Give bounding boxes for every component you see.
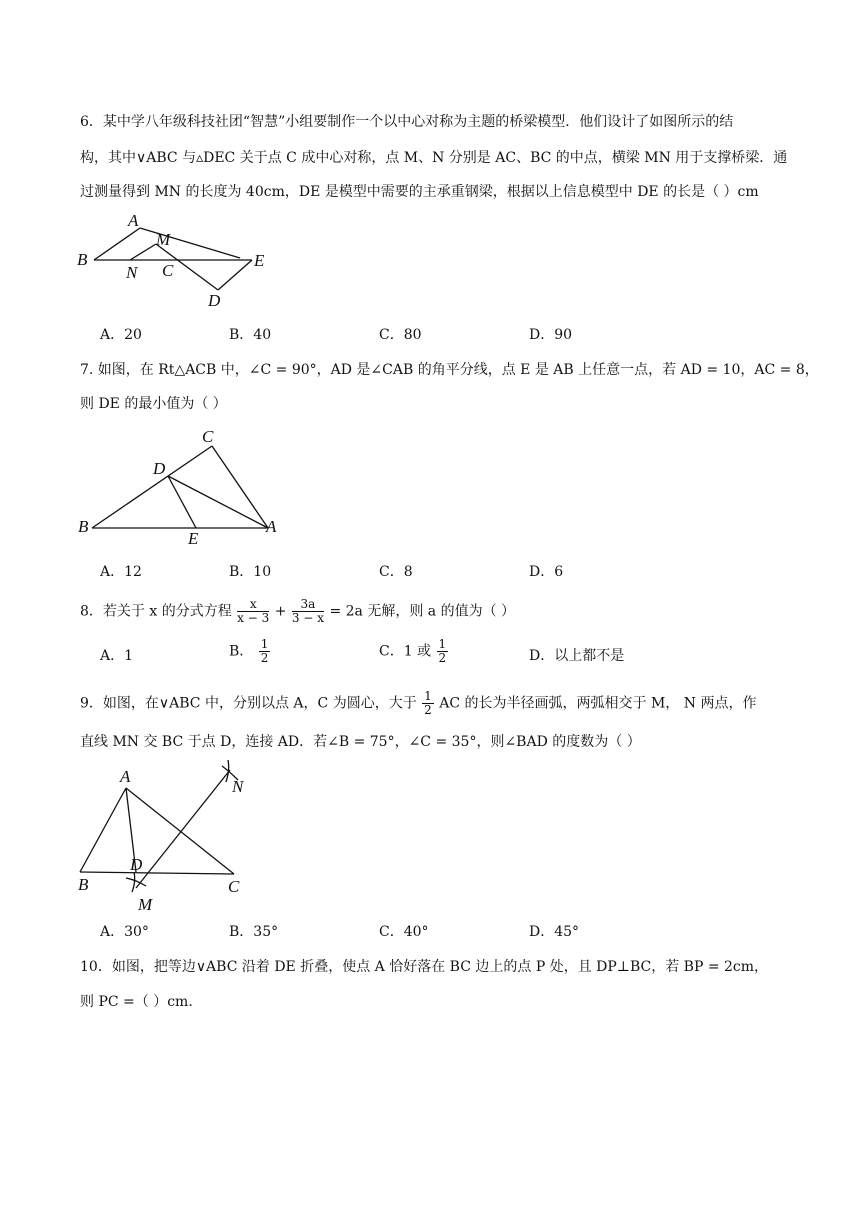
q8-option-b-fraction: [259, 638, 271, 665]
q6-segment-BA: [94, 228, 140, 260]
q8-option-c-numerator: 1: [438, 637, 447, 651]
q7-text-line1: 7. 如图，在 Rt△ACB 中，∠C = 90°，AD 是∠CAB 的角平分线，点 E 是 AB 上任意一点，若 AD = 10，AC = 8，: [80, 362, 819, 378]
q9-line1-part2: AC 的长为半径画弧，两弧相交于 M， N 两点，作: [439, 695, 757, 712]
q9-half-denominator: 2: [424, 703, 432, 717]
q8-fraction-1: [237, 598, 269, 625]
q8-option-b-label: B．: [229, 643, 254, 660]
q6-segment-MN: [130, 244, 156, 260]
q6-label-D: D: [208, 291, 221, 310]
q9-segment-AB: [80, 788, 126, 872]
q9-label-M: M: [138, 895, 153, 914]
q9-text-line1: [80, 690, 756, 717]
q9-line-MN: [136, 770, 230, 888]
q8-option-b-numerator: 1: [260, 637, 269, 651]
q6-option-c[interactable]: C．80: [379, 327, 422, 343]
q10-text-line1: 10．如图，把等边∨ABC 沿着 DE 折叠，使点 A 恰好落在 BC 边上的点 P 处，且 DP⊥BC，若 BP = 2cm，: [80, 959, 769, 975]
q9-text-line2: 直线 MN 交 BC 于点 D，连接 AD．若∠B = 75°，∠C = 35°，则∠BAD 的度数为（ ）: [80, 734, 641, 750]
q9-arc-M-2: [132, 872, 135, 892]
q8-frac2-denominator: 3 − x: [291, 611, 324, 625]
q6-label-A: A: [128, 211, 139, 230]
q9-option-c[interactable]: C．40°: [379, 924, 429, 940]
q8-option-c[interactable]: [379, 638, 449, 665]
q8-option-c-label: C．1 或: [379, 643, 432, 660]
q6-label-E: E: [254, 251, 265, 270]
q7-option-c[interactable]: C．8: [379, 564, 413, 580]
q7-segment-BC: [92, 446, 212, 528]
q9-line1-part1: 9．如图，在∨ABC 中，分别以点 A，C 为圆心，大于: [80, 695, 417, 712]
q7-label-D: D: [153, 459, 166, 478]
q6-label-M: M: [156, 230, 171, 249]
q8-frac1-numerator: x: [237, 598, 269, 612]
q6-option-d[interactable]: D．90: [529, 327, 573, 343]
q8-option-a[interactable]: A．1: [100, 648, 134, 664]
q9-label-C: C: [228, 877, 240, 896]
q7-option-b[interactable]: B．10: [229, 564, 272, 580]
q8-option-b-denominator: 2: [260, 651, 269, 665]
q9-label-D: D: [130, 855, 143, 874]
q8-frac2-numerator: 3a: [292, 598, 324, 612]
q8-option-c-denominator: 2: [438, 651, 447, 665]
q8-fraction-2: [292, 598, 324, 625]
q6-option-b[interactable]: B．40: [229, 327, 272, 343]
q8-option-b[interactable]: [229, 638, 271, 665]
q6-option-a[interactable]: A．20: [100, 327, 142, 343]
q6-label-N: N: [126, 263, 138, 282]
q6-segment-AC: [140, 228, 240, 258]
q9-segment-BC: [80, 872, 234, 874]
q8-suffix: = 2a 无解，则 a 的值为（ ）: [329, 603, 516, 620]
q7-option-a[interactable]: A．12: [100, 564, 142, 580]
q8-option-d[interactable]: D．以上都不是: [529, 648, 625, 664]
q9-option-b[interactable]: B．35°: [229, 924, 279, 940]
q7-label-B: B: [78, 517, 89, 536]
q7-figure: [74, 424, 284, 548]
q8-frac1-denominator: x − 3: [237, 611, 270, 625]
q9-figure: [74, 760, 274, 916]
q9-label-B: B: [78, 875, 89, 894]
q7-label-E: E: [188, 529, 199, 548]
q6-text-line1: 6．某中学八年级科技社团“智慧”小组要制作一个以中心对称为主题的桥梁模型．他们设计了如图所示的结: [80, 114, 734, 130]
q8-prefix: 8．若关于 x 的分式方程: [80, 603, 232, 620]
q7-segment-DA: [168, 476, 268, 528]
q7-option-d[interactable]: D．6: [529, 564, 564, 580]
q7-segment-CA: [212, 446, 268, 528]
q6-label-B: B: [77, 250, 88, 269]
q7-text-line2: 则 DE 的最小值为（ ）: [80, 396, 227, 412]
q6-text-line2: 构，其中∨ABC 与▵DEC 关于点 C 成中心对称，点 M、N 分别是 AC、BC 的中点，横梁 MN 用于支撑桥梁．通: [80, 150, 788, 166]
q8-plus: +: [274, 603, 287, 620]
q7-label-C: C: [202, 427, 214, 446]
q8-text: [80, 598, 515, 625]
q7-label-A: A: [266, 517, 277, 536]
q6-figure: [74, 208, 284, 312]
q9-label-N: N: [232, 777, 244, 796]
q6-text-line3: 过测量得到 MN 的长度为 40cm，DE 是模型中需要的主承重钢梁，根据以上信息模型中 DE 的长是（ ）cm: [80, 184, 759, 200]
q9-half-fraction: [422, 690, 434, 717]
q6-label-C: C: [162, 261, 174, 280]
q9-half-numerator: 1: [424, 689, 432, 703]
q10-text-line2: 则 PC =（ ）cm.: [80, 994, 193, 1010]
q9-option-d[interactable]: D．45°: [529, 924, 580, 940]
q8-option-c-fraction: [437, 638, 449, 665]
q9-label-A: A: [120, 767, 131, 786]
q9-option-a[interactable]: A．30°: [100, 924, 149, 940]
q6-segment-ED: [218, 260, 252, 290]
